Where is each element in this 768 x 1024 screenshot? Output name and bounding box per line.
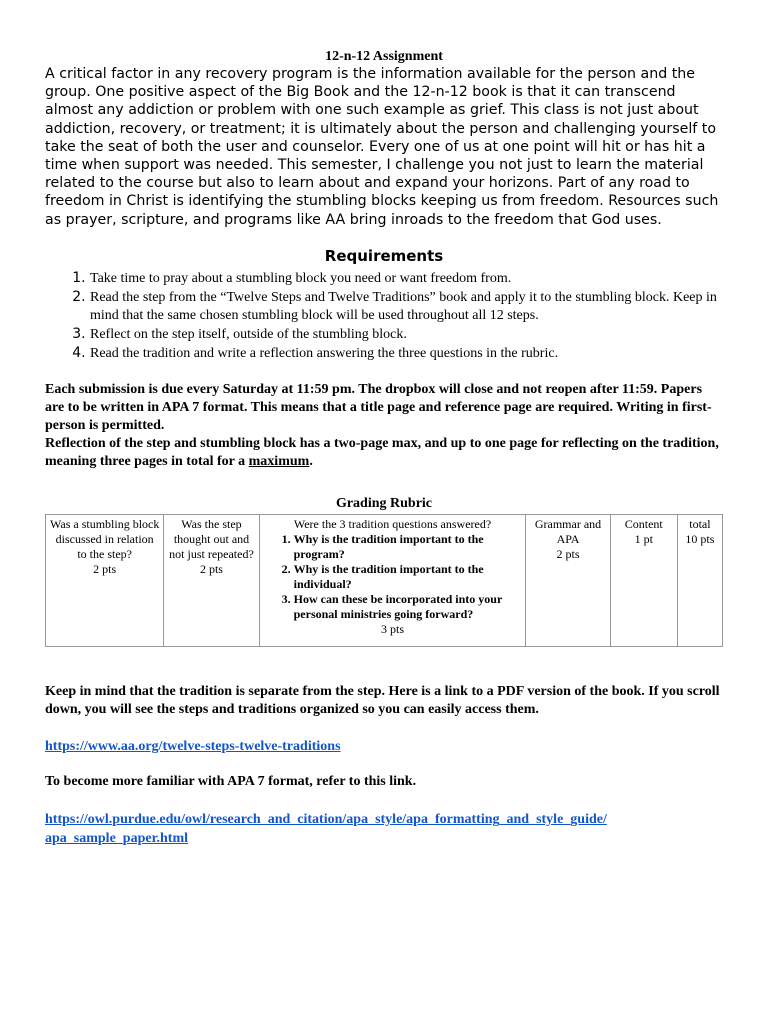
tradition-note: Keep in mind that the tradition is separate from the step. Here is a link to a PDF version of the book. If you scroll down, you will see the steps and traditions organized so you can easily access them.	[45, 683, 720, 717]
requirements-heading: Requirements	[324, 246, 444, 265]
purdue-link-line1: https://owl.purdue.edu/owl/research_and_citation/apa_style/apa_formatting_and_style_guide/	[45, 811, 607, 827]
rubric-cell-total	[677, 514, 722, 646]
rubric-title: Grading Rubric	[335, 495, 433, 511]
requirement-item: 3. Reflect on the step itself, outside of the stumbling block.	[90, 325, 723, 344]
page-limit-end: .	[309, 453, 313, 469]
rubric-points: 2 pts	[199, 561, 223, 576]
rubric-points: 10 pts	[685, 531, 715, 546]
rubric-criterion: Were the 3 tradition questions answered?	[293, 516, 492, 531]
purdue-link-block	[45, 810, 723, 848]
rubric-points: 3 pts	[381, 621, 405, 636]
rubric-cell-stumbling-block	[46, 514, 164, 646]
rubric-points: 2 pts	[93, 561, 117, 576]
page-limit-text: Reflection of the step and stumbling block has a two-page max, and up to one page for reflecting on the tradition, meaning three pages in total for a	[45, 435, 719, 469]
tradition-questions	[264, 532, 522, 622]
rubric-criterion: Content	[624, 516, 663, 531]
tradition-question: 1. Why is the tradition important to the program?	[294, 532, 522, 562]
purdue-owl-link[interactable]	[45, 812, 607, 846]
document-page	[45, 48, 723, 848]
purdue-link-line2: apa_sample_paper.html	[45, 830, 189, 846]
requirement-item: 4. Read the tradition and write a reflection answering the three questions in the rubric.	[90, 344, 723, 363]
rubric-cell-content	[610, 514, 677, 646]
rubric-criterion: Grammar and APA	[534, 516, 602, 546]
rubric-criterion: Was a stumbling block discussed in relation to the step?	[50, 516, 160, 561]
rubric-criterion: Was the step thought out and not just repeated?	[169, 516, 254, 561]
rubric-cell-grammar	[526, 514, 610, 646]
rubric-criterion: total	[689, 516, 711, 531]
intro-paragraph: A critical factor in any recovery program is the information available for the person and the group. One positive aspect of the Big Book and the 12-n-12 book is that it can transcend almost any addiction or problem with one such example as grief. This class is not just about addiction, recovery, or treatment; it is ultimately about the person and challenging yourself to take the seat of both the user and counselor. Every one of us at one point will hit or has hit a time when support was needed. This semester, I challenge you not just to learn the material related to the course but also to learn about and expand your horizons. Part of any road to freedom in Christ is identifying the stumbling blocks keeping us from freedom. Resources such as prayer, scripture, and programs like AA bring inroads to the freedom that God uses.	[45, 66, 719, 228]
page-limit-paragraph	[45, 435, 723, 471]
apa-note: To become more familiar with APA 7 format, refer to this link.	[45, 773, 417, 789]
aa-link-row	[45, 737, 723, 756]
rubric-points: 1 pt	[634, 531, 653, 546]
rubric-row	[46, 514, 723, 646]
rubric-cell-step	[164, 514, 259, 646]
submission-paragraph: Each submission is due every Saturday at 11:59 pm. The dropbox will close and not reopen after 11:59. Papers are to be written in APA 7 format. This means that a title page and reference page are required. Writing in first-person is permitted.	[45, 381, 712, 433]
grading-rubric-table	[45, 514, 723, 647]
requirement-item: 1. Take time to pray about a stumbling block you need or want freedom from.	[90, 269, 723, 288]
tradition-question: 2. Why is the tradition important to the individual?	[294, 562, 522, 592]
tradition-question: 3. How can these be incorporated into your personal ministries going forward?	[294, 592, 522, 622]
requirements-list	[45, 269, 723, 363]
rubric-cell-tradition	[259, 514, 526, 646]
maximum-underlined: maximum	[248, 453, 310, 469]
requirement-item: 2. Read the step from the “Twelve Steps and Twelve Traditions” book and apply it to the stumbling block. Keep in mind that the same chosen stumbling block will be used throughout all 12 steps.	[90, 288, 723, 325]
rubric-points: 2 pts	[556, 546, 580, 561]
page-title: 12-n-12 Assignment	[325, 49, 443, 64]
aa-book-link[interactable]: https://www.aa.org/twelve-steps-twelve-traditions	[45, 738, 341, 754]
